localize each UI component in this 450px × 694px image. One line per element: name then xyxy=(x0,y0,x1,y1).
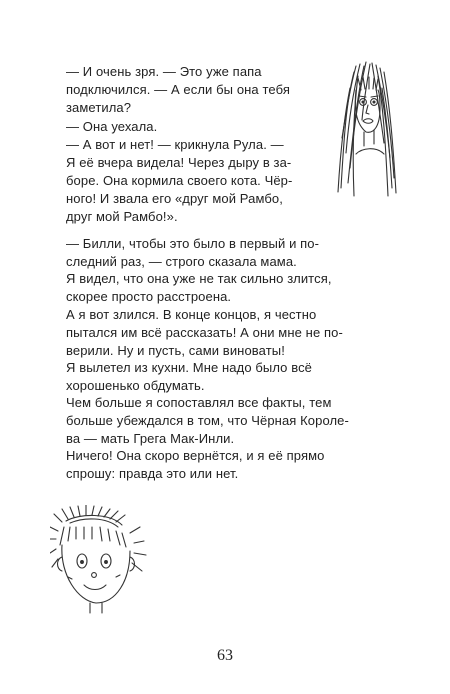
paragraph-4: — Билли, чтобы это было в первый и по- следний раз, — строго сказала мама. xyxy=(66,236,320,269)
paragraph-2: — Она уехала. xyxy=(66,119,158,134)
boy-face-sketch-icon xyxy=(50,505,158,615)
paragraph-6: А я вот злился. В конце концов, я честно пытался им всё рассказать! А они мне не по- верили. Ну и пусть, сами виноваты! xyxy=(66,307,343,358)
paragraph-3: — А вот и нет! — крикнула Рула. — Я её вчера видела! Через дыру в за- боре. Она кормила своего кота. Чёр- ного! И звала его «друг мой Рамбо, друг мой Рамбо!». xyxy=(66,137,293,224)
paragraph-1: — И очень зря. — Это уже папа подключился. — А если бы она тебя заметила? xyxy=(66,64,290,115)
page-number: 63 xyxy=(217,647,233,664)
paragraph-8: Чем больше я сопоставлял все факты, тем больше убеждался в том, что Чёрная Короле- ва — мать Грега Мак-Инли. xyxy=(66,395,349,446)
girl-face-sketch-icon xyxy=(336,58,398,198)
paragraph-5: Я видел, что она уже не так сильно злится, скорее просто расстроена. xyxy=(66,271,332,304)
paragraph-9: Ничего! Она скоро вернётся, и я её прямо спрошу: правда это или нет. xyxy=(66,448,325,481)
paragraph-7: Я вылетел из кухни. Мне надо было всё хорошенько обдумать. xyxy=(66,360,313,393)
